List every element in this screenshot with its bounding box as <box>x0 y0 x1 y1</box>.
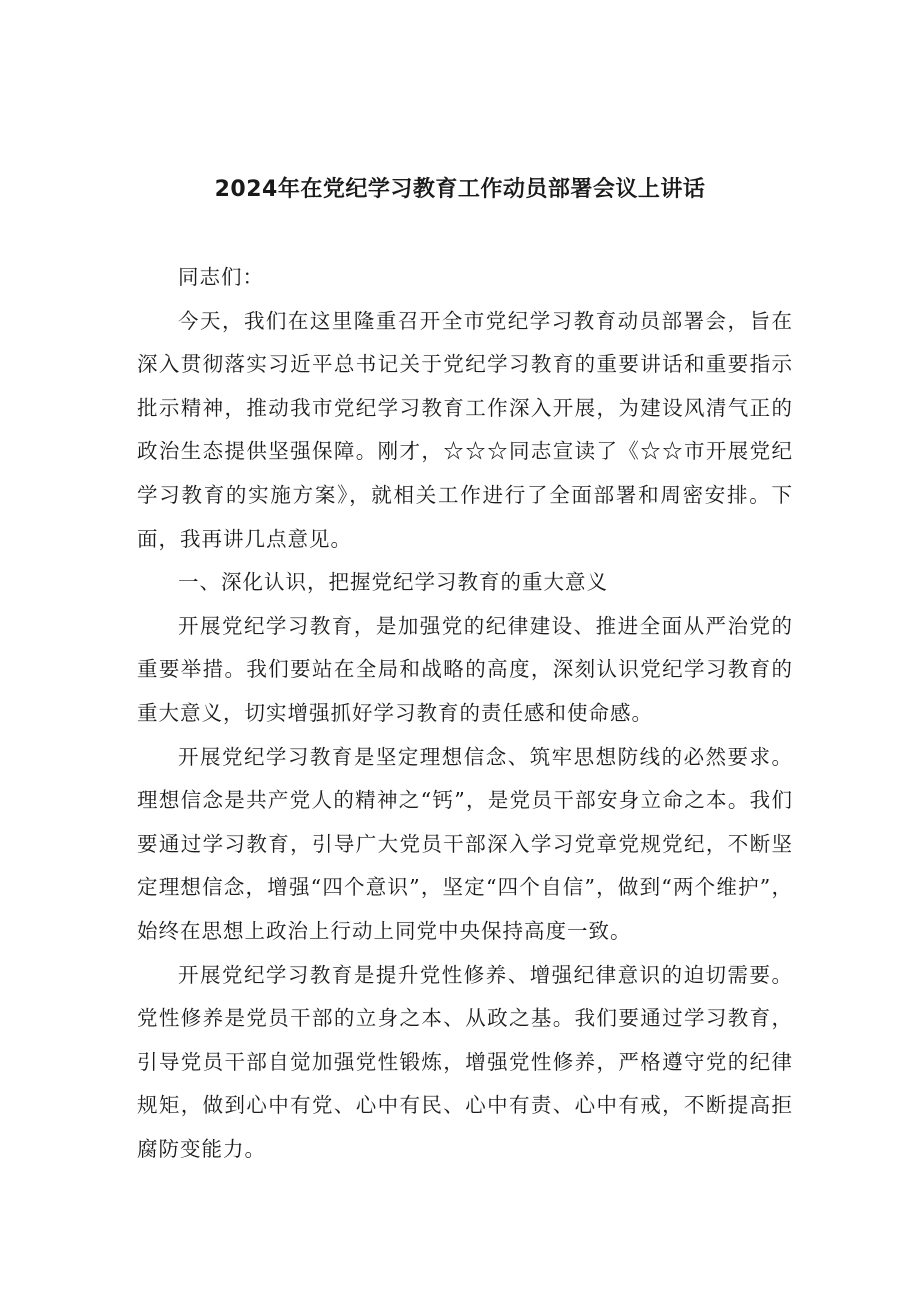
document-body <box>137 256 793 1171</box>
section1-paragraph-1: 开展党纪学习教育，是加强党的纪律建设、推进全面从严治党的重要举措。我们要站在全局和战略的高度，深刻认识党纪学习教育的重大意义，切实增强抓好学习教育的责任感和使命感。 <box>137 613 793 725</box>
section-heading-1: 一、深化认识，把握党纪学习教育的重大意义 <box>178 570 608 595</box>
intro-paragraph: 今天，我们在这里隆重召开全市党纪学习教育动员部署会，旨在深入贯彻落实习近平总书记关于党纪学习教育的重要讲话和重要指示批示精神，推动我市党纪学习教育工作深入开展，为建设风清气正的政治生态提供坚强保障。刚才，☆☆☆同志宣读了《☆☆市开展党纪学习教育的实施方案》，就相关工作进行了全面部署和周密安排。下面，我再讲几点意见。 <box>137 308 793 551</box>
salutation: 同志们： <box>178 265 264 289</box>
document-title: 2024年在党纪学习教育工作动员部署会议上讲话 <box>214 177 706 202</box>
section1-paragraph-3: 开展党纪学习教育是提升党性修养、增强纪律意识的迫切需要。党性修养是党员干部的立身之本、从政之基。我们要通过学习教育，引导党员干部自觉加强党性锻炼，增强党性修养，严格遵守党的纪律规矩，做到心中有党、心中有民、心中有责、心中有戒，不断提高拒腐防变能力。 <box>137 962 793 1161</box>
section1-paragraph-2: 开展党纪学习教育是坚定理想信念、筑牢思想防线的必然要求。理想信念是共产党人的精神之“钙”，是党员干部安身立命之本。我们要通过学习教育，引导广大党员干部深入学习党章党规党纪，不断坚定理想信念，增强“四个意识”，坚定“四个自信”，做到“两个维护”，始终在思想上政治上行动上同党中央保持高度一致。 <box>137 744 793 943</box>
